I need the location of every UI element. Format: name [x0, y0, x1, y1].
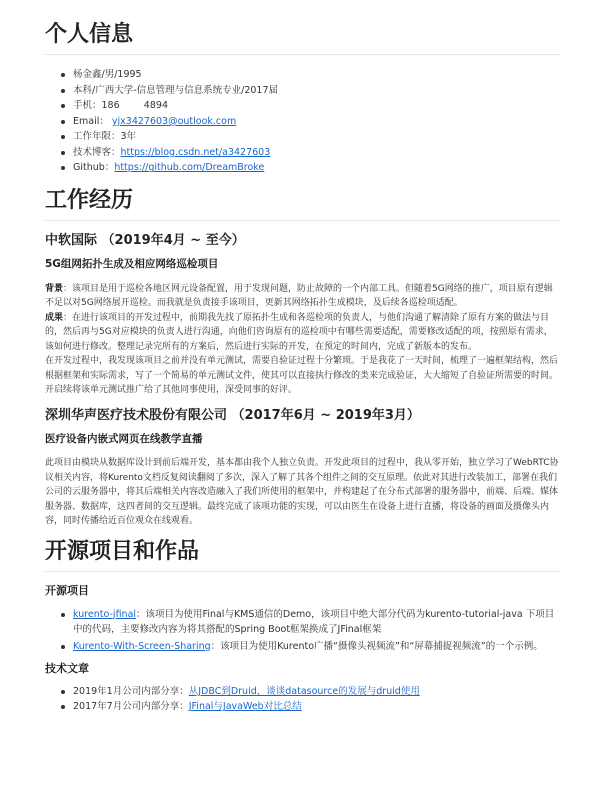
- github-link[interactable]: https://github.com/DreamBroke: [114, 162, 265, 174]
- list-item: [61, 145, 561, 161]
- list-item: [61, 160, 561, 176]
- project-link-kurento-jfinal[interactable]: kurento-jfinal: [73, 608, 137, 620]
- personal-info-list: [45, 67, 561, 176]
- list-item: 本科/广西大学-信息管理与信息系统专业/2017届: [61, 83, 561, 99]
- email-link[interactable]: yjx3427603@outlook.com: [111, 115, 237, 127]
- phone-value: 186 4894: [101, 100, 168, 112]
- project-desc: ：该项目为使用Kurento广播“摄像头视频流”和“屏幕捕捉视频流”的一个示例。: [210, 640, 543, 652]
- article-prefix: 2017年7月公司内部分享：: [73, 701, 189, 713]
- project-extra: 在开发过程中，我发现该项目之前并没有单元测试，需要自验证过程十分繁琐。于是我花了一天时间，梳理了一遍框架结构，然后根据框架和实际需求，写了一个简易的单元测试文件，使其可以直接执行修改的类来完成验证，大大缩短了自验证所需要的时间。开启续将该单元测试推广给了其他同事使用，深受同事的好评。: [45, 356, 559, 396]
- background-label: 背景: [45, 283, 64, 294]
- project-link-kurento-screen-sharing[interactable]: Kurento-With-Screen-Sharing: [73, 640, 211, 652]
- article-link[interactable]: JFinal与JavaWeb对比总结: [188, 701, 302, 713]
- list-item: [61, 114, 561, 130]
- blog-link[interactable]: https://blog.csdn.net/a3427603: [120, 146, 271, 158]
- background-text: ：该项目是用于巡检各地区网元设备配置，用于发现问题，防止故障的一个内部工具。但随着5G网络的推广，项目原有逻辑不足以对5G网络展开巡检。而我就是负责接手该项目，更新其网络拓扑生成模块，及后续各巡检项适配。: [45, 283, 553, 309]
- project-description: 此项目由模块从数据库设计到前后端开发，基本都由我个人独立负责。开发此项目的过程中，我从零开始，独立学习了WebRTC协议相关内容，将Kurento文档反复阅读翻阅了多次，深入了解了其各个组件之间的交互原理。依此对其进行改装加工，部署在我们公司的云服务器中，将其后端相关内容改造融入了我们所使用的框架中，并构建起了在分布式部署的服务器中，前端、后端、媒体服务器、数据库，这四者间的交互逻辑。最终完成了该项功能的实现，可以由医生在设备上进行直播，将设备的画面及摄像头内容，同时传播给近百位观众在线观看。: [45, 458, 559, 527]
- projects-subheading: 开源项目: [45, 584, 89, 598]
- articles-subheading: 技术文章: [45, 661, 89, 675]
- list-item: [61, 98, 561, 114]
- email-label: Email：: [73, 115, 109, 127]
- result-text: ：在进行该项目的开发过程中，前期我先找了原拓扑生成和各巡检项的负责人，与他们沟通了解清除了原有方案的做法与目的，然后再与5G对应模块的负责人进行沟通，向他们咨询原有的巡检项中有哪些需要适配，需要修改适配的项，按照原有需求，该如何进行修改。整理记录完所有的方案后，然后进行实际的开发，在预定的时间内，完成了新版本的发布。: [45, 312, 553, 352]
- job-title: 中软国际 （2019年4月 ~ 至今）: [45, 233, 245, 249]
- list-item: [61, 699, 561, 715]
- work-experience-heading: 工作经历: [45, 188, 561, 221]
- projects-list: [45, 607, 561, 654]
- result-label: 成果: [45, 312, 64, 323]
- list-item: [61, 639, 561, 654]
- project-background: [45, 282, 561, 311]
- article-prefix: 2019年1月公司内部分享：: [73, 685, 189, 697]
- list-item: 工作年限：3年: [61, 129, 561, 145]
- list-item: [61, 607, 561, 637]
- phone-label: 手机：: [73, 100, 102, 112]
- list-item: [61, 684, 561, 700]
- project-desc: ：该项目为使用Final与KMS通信的Demo，该项目中绝大部分代码为kurento-tutorial-java 下项目中的代码，主要修改内容为将其搭配的Spring Boot框架换成了JFinal框架: [73, 608, 555, 635]
- project-title: 医疗设备内嵌式网页在线教学直播: [45, 432, 203, 445]
- github-label: Github：: [73, 162, 115, 174]
- personal-info-heading: 个人信息: [45, 22, 561, 55]
- blog-label: 技术博客：: [73, 146, 121, 158]
- opensource-heading: 开源项目和作品: [45, 539, 561, 572]
- articles-list: [45, 684, 561, 715]
- project-result: [45, 311, 561, 355]
- project-title: 5G组网拓扑生成及相应网络巡检项目: [45, 258, 219, 271]
- article-link[interactable]: 从JDBC到Druid，谈谈datasource的发展与druid使用: [188, 685, 420, 697]
- job-title: 深圳华声医疗技术股份有限公司 （2017年6月 ~ 2019年3月）: [45, 407, 420, 423]
- list-item: 杨金鑫/男/1995: [61, 67, 561, 83]
